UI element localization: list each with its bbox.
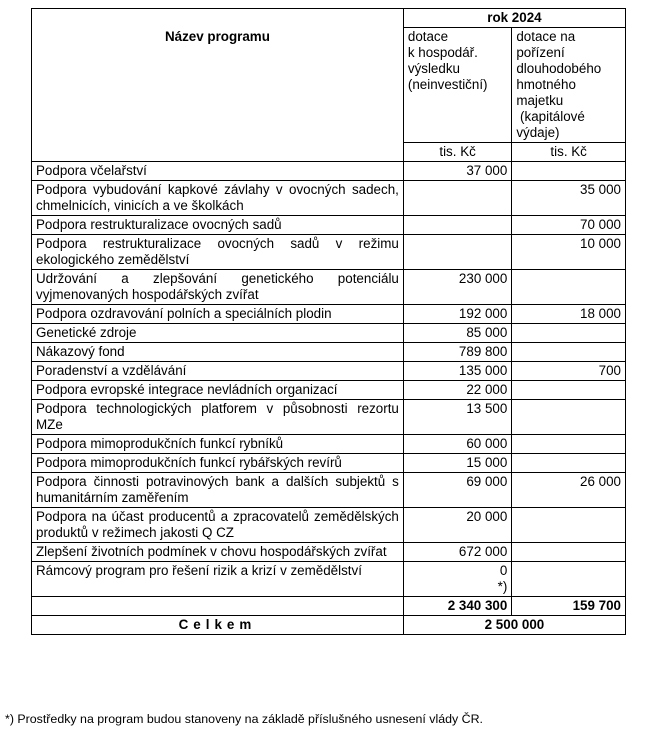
table-row — [32, 270, 626, 305]
program-name: Podpora ozdravování polních a speciálních plodin — [32, 305, 404, 324]
table-row — [32, 473, 626, 508]
unit-capital: tis. Kč — [512, 143, 626, 162]
capital-subsidy-value — [512, 508, 626, 543]
operating-subsidy-amount: 230 000 — [458, 271, 508, 286]
capital-subsidy-value: 70 000 — [512, 216, 626, 235]
capital-subsidy-value: 26 000 — [512, 473, 626, 508]
table-row — [32, 181, 626, 216]
operating-subsidy-amount: 192 000 — [458, 306, 508, 321]
operating-subsidy-value — [403, 324, 511, 343]
operating-subsidy-value — [403, 400, 511, 435]
operating-subsidy-value — [403, 454, 511, 473]
operating-subsidy-value — [403, 435, 511, 454]
subtotal-label-empty — [32, 597, 404, 616]
operating-subsidy-amount: 20 000 — [466, 509, 508, 524]
operating-subsidy-amount: 85 000 — [466, 325, 508, 340]
capital-subsidy-value — [512, 381, 626, 400]
subtotal-capital: 159 700 — [512, 597, 626, 616]
operating-subsidy-amount: 789 800 — [458, 344, 508, 359]
operating-subsidy-value — [403, 381, 511, 400]
capital-subsidy-value: 35 000 — [512, 181, 626, 216]
operating-subsidy-amount: 15 000 — [466, 455, 508, 470]
program-name: Podpora na účast producentů a zpracovatelů zemědělských produktů v režimech jakosti Q CZ — [32, 508, 404, 543]
capital-subsidy-value: 18 000 — [512, 305, 626, 324]
operating-subsidy-amount: 60 000 — [466, 436, 508, 451]
subtotal-row — [32, 597, 626, 616]
operating-subsidy-amount: 69 000 — [466, 474, 508, 489]
operating-subsidy-value — [403, 508, 511, 543]
capital-subsidy-header — [512, 28, 626, 143]
program-name: Podpora mimoprodukčních funkcí rybníků — [32, 435, 404, 454]
total-label: Celkem — [32, 616, 404, 635]
operating-subsidy-amount: 672 000 — [458, 544, 508, 559]
operating-subsidy-value — [403, 362, 511, 381]
table-row — [32, 216, 626, 235]
operating-subsidy-amount: 37 000 — [466, 163, 508, 178]
program-name: Zlepšení životních podmínek v chovu hospodářských zvířat — [32, 543, 404, 562]
capital-subsidy-value — [512, 270, 626, 305]
table-row — [32, 235, 626, 270]
program-name: Podpora technologických platforem v působnosti rezortu MZe — [32, 400, 404, 435]
program-table — [31, 8, 626, 635]
capital-subsidy-value — [512, 435, 626, 454]
unit-operating: tis. Kč — [403, 143, 511, 162]
table-row — [32, 381, 626, 400]
operating-subsidy-value — [403, 343, 511, 362]
capital-subsidy-label: dotace na pořízení dlouhodobého hmotného majetku (kapitálové výdaje) — [516, 29, 602, 140]
operating-subsidy-amount: 13 500 — [466, 401, 508, 416]
capital-subsidy-value — [512, 562, 626, 597]
operating-subsidy-value — [403, 270, 511, 305]
year-header: rok 2024 — [403, 9, 625, 28]
program-name: Udržování a zlepšování genetického potenciálu vyjmenovaných hospodářských zvířat — [32, 270, 404, 305]
program-name: Rámcový program pro řešení rizik a krizí v zemědělství — [32, 562, 404, 597]
operating-subsidy-value — [403, 562, 511, 597]
operating-subsidy-amount: 22 000 — [466, 382, 508, 397]
footnote: *) Prostředky na program budou stanoveny na základě příslušného usnesení vlády ČR. — [5, 712, 483, 726]
operating-subsidy-value — [403, 162, 511, 181]
program-name: Podpora restrukturalizace ovocných sadů v režimu ekologického zemědělství — [32, 235, 404, 270]
operating-subsidy-value — [403, 235, 511, 270]
table-row — [32, 562, 626, 597]
program-name-header: Název programu — [32, 9, 404, 162]
table-row — [32, 400, 626, 435]
operating-subsidy-value — [403, 181, 511, 216]
header-row-year — [32, 9, 626, 28]
table-row — [32, 508, 626, 543]
program-name: Genetické zdroje — [32, 324, 404, 343]
capital-subsidy-value: 10 000 — [512, 235, 626, 270]
table-row — [32, 362, 626, 381]
capital-subsidy-value — [512, 543, 626, 562]
capital-subsidy-value — [512, 454, 626, 473]
subtotal-operating: 2 340 300 — [403, 597, 511, 616]
total-row — [32, 616, 626, 635]
table-row — [32, 454, 626, 473]
operating-subsidy-value — [403, 473, 511, 508]
program-name: Podpora restrukturalizace ovocných sadů — [32, 216, 404, 235]
capital-subsidy-value — [512, 162, 626, 181]
program-name: Podpora včelařství — [32, 162, 404, 181]
table-row — [32, 435, 626, 454]
program-name: Podpora vybudování kapkové závlahy v ovocných sadech, chmelnicích, vinicích a ve školkách — [32, 181, 404, 216]
table-row — [32, 543, 626, 562]
footnote-marker: *) — [497, 579, 508, 594]
operating-subsidy-value — [403, 216, 511, 235]
capital-subsidy-value: 700 — [512, 362, 626, 381]
table-row — [32, 343, 626, 362]
program-name: Podpora mimoprodukčních funkcí rybářských revírů — [32, 454, 404, 473]
operating-subsidy-value — [403, 305, 511, 324]
capital-subsidy-value — [512, 324, 626, 343]
program-name: Nákazový fond — [32, 343, 404, 362]
table-row — [32, 305, 626, 324]
operating-subsidy-amount: 135 000 — [458, 363, 508, 378]
total-value: 2 500 000 — [403, 616, 625, 635]
program-name: Poradenství a vzdělávání — [32, 362, 404, 381]
capital-subsidy-value — [512, 400, 626, 435]
operating-subsidy-amount: 0 — [499, 563, 508, 578]
table-row — [32, 324, 626, 343]
capital-subsidy-value — [512, 343, 626, 362]
program-name: Podpora evropské integrace nevládních organizací — [32, 381, 404, 400]
program-name: Podpora činnosti potravinových bank a dalších subjektů s humanitárním zaměřením — [32, 473, 404, 508]
operating-subsidy-value — [403, 543, 511, 562]
operating-subsidy-label: dotace k hospodář. výsledku (neinvestiční) — [407, 29, 488, 92]
table-row — [32, 162, 626, 181]
operating-subsidy-header — [403, 28, 511, 143]
